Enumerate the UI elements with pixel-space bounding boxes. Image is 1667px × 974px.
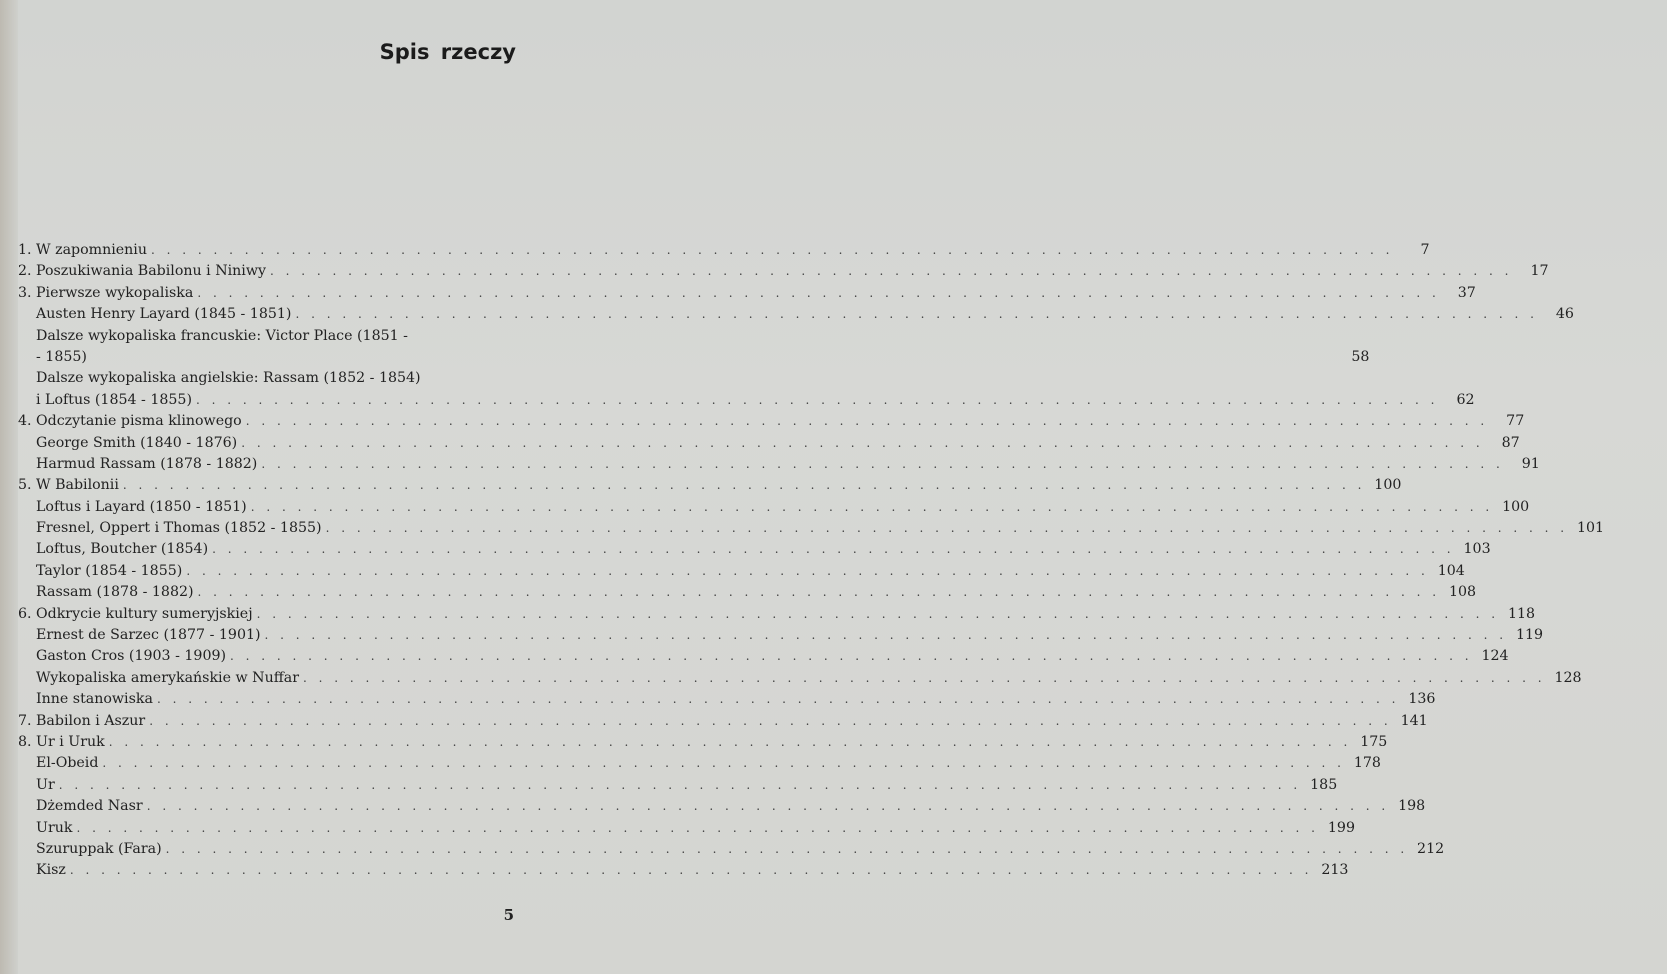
dot-leader: . . . . . . . . . . . . . . . . . . . . . . . . . . . . . . . . . . . . . . . . . . . . . . . . . . . . . . . . . . . . . . . . . . . . . . . . . . . . . . . . xyxy=(245,414,1489,429)
toc-entry xyxy=(18,368,518,389)
toc-entry-page: 212 xyxy=(1417,840,1445,857)
toc-entry-title: Inne stanowiska xyxy=(36,691,153,708)
toc-entry-title: Ernest de Sarzec (1877 - 1901) xyxy=(36,627,261,644)
toc-entry xyxy=(18,261,1549,282)
dot-leader: . . . . . . . . . . . . . . . . . . . . . . . . . . . . . . . . . . . . . . . . . . . . . . . . . . . . . . . . . . . . . . . . . . . . . . . . . . . . . . . . xyxy=(250,499,1494,514)
toc-entry xyxy=(18,839,1445,860)
toc-entry-page: 136 xyxy=(1408,691,1436,708)
dot-leader: . . . . . . . . . . . . . . . . . . . . . . . . . . . . . . . . . . . . . . . . . . . . . . . . . . . . . . . . . . . . . . . . . . . . . . . . . . . . . . . . xyxy=(108,734,1352,749)
toc-entry xyxy=(18,497,1530,518)
toc-entry-page: 91 xyxy=(1521,455,1540,472)
chapter-number: 6. xyxy=(18,605,32,622)
dot-leader: . . . . . . . . . . . . . . . . . . . . . . . . . . . . . . . . . . . . . . . . . . . . . . . . . . . . . . . . . . . . . . . . . . . . . . . . . . . . . . . . xyxy=(264,628,1508,643)
dot-leader: . . . . . . . . . . . . . . . . . . . . . . . . . . . . . . . . . . . . . . . . . . . . . . . . . . . . . . . . . . . . . . . . . . . . . . . . . . . . . . . . xyxy=(241,435,1484,450)
toc-entry xyxy=(18,860,1349,881)
toc-entry xyxy=(18,582,1477,603)
toc-entry-title: Kisz xyxy=(36,862,66,879)
toc-entry xyxy=(18,818,1355,839)
toc-entry xyxy=(18,411,1525,432)
dot-leader: . . . . . . . . . . . . . . . . . . . . . . . . . . . . . . . . . . . . . . . . . . . . . . . . . . . . . . . . . . . . . . . . . . . . . . . . . . . . . . . . xyxy=(151,243,1394,257)
toc-entry-title: Ur xyxy=(36,776,55,793)
toc-entry-page: 100 xyxy=(1374,477,1402,494)
toc-entry xyxy=(18,775,1338,796)
dot-leader: . . . . . . . . . . . . . . . . . . . . . . . . . . . . . . . . . . . . . . . . . . . . . . . . . . . . . . . . . . . . . . . . . . . . . . . . . . . . . . . . xyxy=(197,285,1440,300)
chapter-number: 3. xyxy=(18,284,32,301)
toc-entry-page: 100 xyxy=(1502,498,1530,515)
dot-leader: . . . . . . . . . . . . . . . . . . . . . . . . . . . . . . . . . . . . . . . . . . . . . . . . . . . . . . . . . . . . . . . . . . . . . . . . . . . . . . . . xyxy=(69,863,1313,878)
toc-entry-title: i Loftus (1854 - 1855) xyxy=(36,391,192,408)
dot-leader: . . . . . . . . . . . . . . . . . . . . . . . . . . . . . . . . . . . . . . . . . . . . . . . . . . . . . . . . . . . . . . . . . . . . . . . . . . . . . . . . xyxy=(197,585,1441,600)
toc-entry-title: Harmud Rassam (1878 - 1882) xyxy=(36,455,258,472)
toc-entry xyxy=(18,390,1475,411)
chapter-number: 1. xyxy=(18,242,32,258)
toc-entry xyxy=(18,646,1509,667)
toc-entry xyxy=(18,475,1402,496)
chapter-number: 5. xyxy=(18,477,32,494)
toc-entry-page: 101 xyxy=(1576,520,1605,537)
chapter-number: 7. xyxy=(18,712,32,729)
toc-entry-page: 199 xyxy=(1327,819,1355,836)
toc-entry-page: 62 xyxy=(1456,391,1475,408)
toc-entry xyxy=(18,796,1426,817)
chapter-number: 8. xyxy=(18,733,32,750)
dot-leader: . . . . . . . . . . . . . . . . . . . . . . . . . . . . . . . . . . . . . . . . . . . . . . . . . . . . . . . . . . . . . . . . . . . . . . . . . . . . . . . . xyxy=(196,392,1439,407)
toc-entry-title: Wykopaliska amerykańskie w Nuffar xyxy=(36,669,300,686)
toc-entry xyxy=(18,283,1476,304)
toc-entry-page: 213 xyxy=(1321,862,1349,879)
toc-entry-page: 17 xyxy=(1530,263,1549,280)
toc-entry-title: Odkrycie kultury sumeryjskiej xyxy=(36,605,253,622)
toc-entry-title: Fresnel, Oppert i Thomas (1852 - 1855) xyxy=(36,520,322,537)
chapter-number: 2. xyxy=(18,263,32,280)
dot-leader: . . . . . . . . . . . . . . . . . . . . . . . . . . . . . . . . . . . . . . . . . . . . . . . . . . . . . . . . . . . . . . . . . . . . . . . . . . . . . . . . xyxy=(156,692,1400,707)
dot-leader: . . . . . . . . . . . . . . . . . . . . . . . . . . . . . . . . . . . . . . . . . . . . . . . . . . . . . . . . . . . . . . . . . . . . . . . . . . . . . . . . xyxy=(102,756,1345,771)
toc-entry-title: Loftus i Layard (1850 - 1851) xyxy=(36,498,247,515)
toc-entry xyxy=(18,625,1544,646)
dot-leader: . . . . . . . . . . . . . . . . . . . . . . . . . . . . . . . . . . . . . . . . . . . . . . . . . . . . . . . . . . . . . . . . . . . . . . . . . . . . . . . . xyxy=(295,307,1538,322)
toc-entry-title: Taylor (1854 - 1855) xyxy=(36,562,183,579)
table-of-contents xyxy=(18,240,1605,882)
toc-entry-page: 58 xyxy=(1351,348,1370,365)
dot-leader: . . . . . . . . . . . . . . . . . . . . . . . . . . . . . . . . . . . . . . . . . . . . . . . . . . . . . . . . . . . . . . . . . . . . . . . . . . . . . . . . xyxy=(212,542,1455,557)
toc-entry-title: Odczytanie pisma klinowego xyxy=(36,413,242,430)
toc-entry-title: Loftus, Boutcher (1854) xyxy=(36,541,209,558)
dot-leader: . . . . . . . . . . . . . . . . . . . . . . . . . . . . . . . . . . . . . . . . . . . . . . . . . . . . . . . . . . . . . . . . . . . . . . . . . . . . . . . . xyxy=(303,670,1546,685)
toc-entry-title: Poszukiwania Babilonu i Niniwy xyxy=(36,263,266,280)
toc-entry-title: W zapomnieniu xyxy=(36,242,147,258)
toc-entry-page: 118 xyxy=(1508,605,1536,622)
toc-entry xyxy=(18,433,1520,454)
dot-leader: . . . . . . . . . . . . . . . . . . . . . . . . . . . . . . . . . . . . . . . . . . . . . . . . . . . . . . . . . . . . . . . . . . . . . . . . . . . . . . . . xyxy=(58,777,1302,792)
toc-entry xyxy=(18,689,1436,710)
toc-entry-title: Babilon i Aszur xyxy=(36,712,146,729)
toc-entry xyxy=(18,347,1370,368)
toc-entry-title: - 1855) xyxy=(36,348,87,365)
toc-entry-page: 7 xyxy=(1420,242,1430,258)
toc-entry-page: 175 xyxy=(1360,733,1388,750)
toc-entry-title: George Smith (1840 - 1876) xyxy=(36,434,238,451)
toc-entry-title: Dalsze wykopaliska angielskie: Rassam (1852 - 1854) xyxy=(36,370,421,387)
toc-entry xyxy=(18,732,1388,753)
dot-leader: . . . . . . . . . . . . . . . . . . . . . . . . . . . . . . . . . . . . . . . . . . . . . . . . . . . . . . . . . . . . . . . . . . . . . . . . . . . . . . . . xyxy=(122,478,1366,493)
toc-entry-title: W Babilonii xyxy=(36,477,119,494)
toc-entry-title: El-Obeid xyxy=(36,755,99,772)
dot-leader: . . . . . . . . . . . . . . . . . . . . . . . . . . . . . . . . . . . . . . . . . . . . . . . . . . . . . . . . . . . . . . . . . . . . . . . . . . . . . . . . xyxy=(261,456,1504,471)
toc-entry xyxy=(18,518,1605,539)
chapter-number: 4. xyxy=(18,413,32,430)
dot-leader: . . . . . . . . . . . . . . . . . . . . . . . . . . . . . . . . . . . . . . . . . . . . . . . . . . . . . . . . . . . . . . . . . . . . . . . . . . . . . . . . xyxy=(165,841,1409,856)
dot-leader: . . . . . . . . . . . . . . . . . . . . . . . . . . . . . . . . . . . . . . . . . . . . . . . . . . . . . . . . . . . . . . . . . . . . . . . . . . . . . . . . xyxy=(186,563,1429,578)
dot-leader: . . . . . . . . . . . . . . . . . . . . . . . . . . . . . . . . . . . . . . . . . . . . . . . . . . . . . . . . . . . . . . . . . . . . . . . . . . . . . . . . xyxy=(270,264,1513,279)
toc-entry xyxy=(18,604,1536,625)
dot-leader: . . . . . . . . . . . . . . . . . . . . . . . . . . . . . . . . . . . . . . . . . . . . . . . . . . . . . . . . . . . . . . . . . . . . . . . . . . . . . . . . xyxy=(149,713,1392,728)
page-edge xyxy=(0,0,18,974)
page-number: 5 xyxy=(503,906,514,924)
toc-entry-page: 124 xyxy=(1481,648,1509,665)
dot-leader: . . . . . . . . . . . . . . . . . . . . . . . . . . . . . . . . . . . . . . . . . . . . . . . . . . . . . . . . . . . . . . . . . . . . . . . . . . . . . . . . xyxy=(146,799,1390,814)
toc-entry xyxy=(18,304,1574,325)
toc-entry xyxy=(18,240,1430,261)
toc-entry-page: 178 xyxy=(1353,755,1381,772)
toc-entry-page: 198 xyxy=(1398,798,1426,815)
toc-entry-page: 37 xyxy=(1457,284,1476,301)
toc-entry-page: 128 xyxy=(1554,669,1582,686)
toc-entry-page: 104 xyxy=(1437,562,1465,579)
toc-entry-title: Rassam (1878 - 1882) xyxy=(36,584,194,601)
toc-entry xyxy=(18,668,1582,689)
toc-entry xyxy=(18,753,1381,774)
toc-entry-page: 119 xyxy=(1515,627,1544,644)
page-title: Spis rzeczy xyxy=(379,40,516,64)
toc-entry-title: Dalsze wykopaliska francuskie: Victor Place (1851 - xyxy=(36,327,408,344)
toc-entry xyxy=(18,326,518,347)
dot-leader: . . . . . . . . . . . . . . . . . . . . . . . . . . . . . . . . . . . . . . . . . . . . . . . . . . . . . . . . . . . . . . . . . . . . . . . . . . . . . . . . xyxy=(256,606,1500,621)
toc-entry-title: Austen Henry Layard (1845 - 1851) xyxy=(36,306,292,323)
toc-entry xyxy=(18,539,1491,560)
dot-leader: . . . . . . . . . . . . . . . . . . . . . . . . . . . . . . . . . . . . . . . . . . . . . . . . . . . . . . . . . . . . . . . . . . . . . . . . . . . . . . . . xyxy=(230,649,1473,664)
toc-entry-page: 77 xyxy=(1506,413,1525,430)
toc-entry-page: 46 xyxy=(1555,306,1574,323)
toc-entry-title: Dżemded Nasr xyxy=(36,798,143,815)
dot-leader: . . . . . . . . . . . . . . . . . . . . . . . . . . . . . . . . . . . . . . . . . . . . . . . . . . . . . . . . . . . . . . . . . . . . . . . . . . . . . . . . xyxy=(76,820,1319,835)
toc-entry-page: 108 xyxy=(1448,584,1477,601)
dot-leader: . . . . . . . . . . . . . . . . . . . . . . . . . . . . . . . . . . . . . . . . . . . . . . . . . . . . . . . . . . . . . . . . . . . . . . . . . . . . . . . . xyxy=(325,521,1569,536)
toc-entry-title: Uruk xyxy=(36,819,73,836)
toc-entry-title: Gaston Cros (1903 - 1909) xyxy=(36,648,227,665)
toc-entry xyxy=(18,561,1465,582)
toc-entry-title: Ur i Uruk xyxy=(36,733,105,750)
toc-entry-page: 141 xyxy=(1400,712,1428,729)
toc-entry-page: 103 xyxy=(1463,541,1491,558)
toc-entry xyxy=(18,454,1540,475)
toc-entry-page: 87 xyxy=(1501,434,1520,451)
toc-entry-title: Pierwsze wykopaliska xyxy=(36,284,194,301)
toc-entry-page: 185 xyxy=(1310,776,1338,793)
toc-entry xyxy=(18,711,1428,732)
toc-entry-title: Szuruppak (Fara) xyxy=(36,840,162,857)
